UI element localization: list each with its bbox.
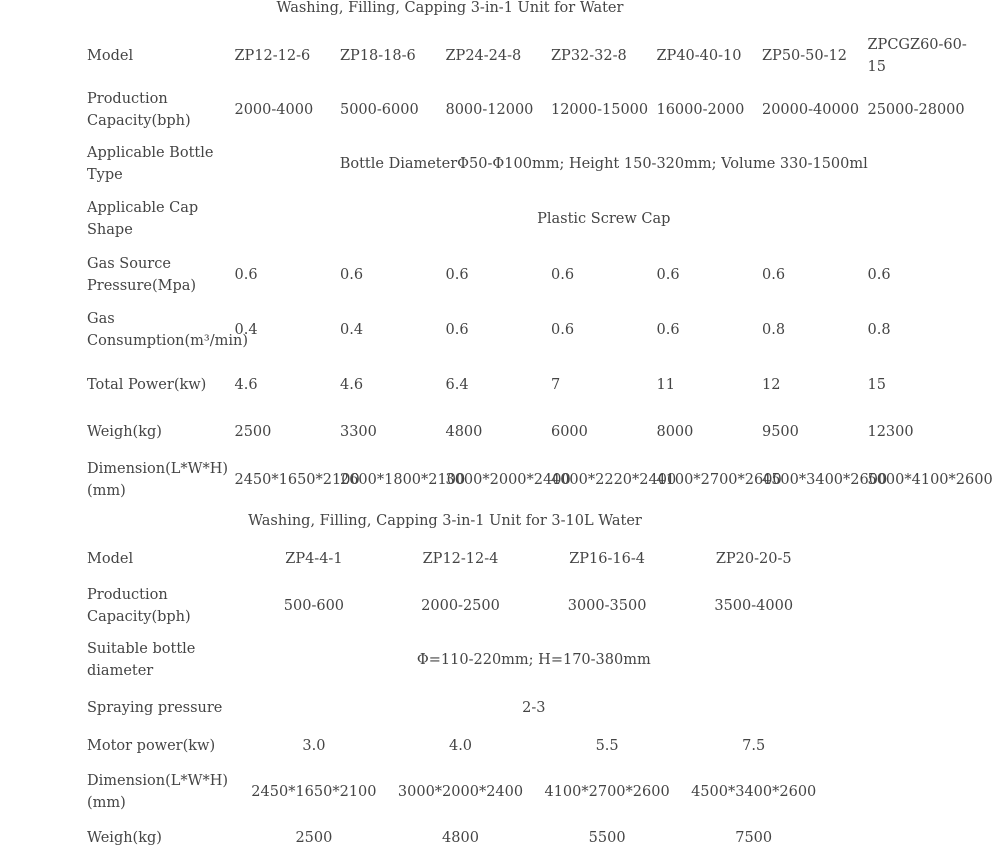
capacity-cell: 25000-28000 bbox=[867, 102, 965, 118]
total-power-cell: 6.4 bbox=[445, 377, 469, 393]
row-label-capacity: Production Capacity(bph) bbox=[87, 91, 191, 129]
weight-cell: 2500 bbox=[295, 830, 333, 846]
model-cell: ZPCGZ60-60-15 bbox=[867, 37, 967, 75]
weight-cell: 4800 bbox=[445, 424, 483, 440]
dimension-cell: 4500*3400*2600 bbox=[761, 472, 888, 488]
gas-pressure-cell: 0.6 bbox=[234, 267, 258, 283]
dimension-cell: 2450*1650*2100 bbox=[251, 784, 377, 800]
capacity-cell: 500-600 bbox=[283, 598, 345, 614]
row-label-weight: Weigh(kg) bbox=[87, 424, 162, 440]
model-cell: ZP32-32-8 bbox=[550, 48, 627, 64]
bottle-diameter-value: Φ=110-220mm; H=170-380mm bbox=[416, 652, 651, 668]
capacity-cell: 20000-40000 bbox=[761, 102, 860, 118]
capacity-cell: 16000-2000 bbox=[656, 102, 745, 118]
row-label-gas-consumption: Gas Consumption(m³/min) bbox=[87, 311, 248, 349]
table1-caption: Washing, Filling, Capping 3-in-1 Unit for Water bbox=[276, 0, 624, 16]
weight-cell: 4800 bbox=[442, 830, 479, 846]
table-row-bottle-type bbox=[87, 138, 973, 190]
total-power-cell: 4.6 bbox=[339, 377, 364, 393]
table-row-weight bbox=[87, 412, 973, 452]
dimension-cell: 5000*4100*2600 bbox=[867, 472, 993, 488]
dimension-cell: 4000*2220*2400 bbox=[550, 472, 677, 488]
table-row-model bbox=[87, 537, 827, 581]
motor-power-cell: 5.5 bbox=[595, 738, 619, 754]
gas-consumption-cell: 0.8 bbox=[867, 322, 891, 338]
row-label-weight: Weigh(kg) bbox=[87, 830, 162, 846]
motor-power-cell: 4.0 bbox=[448, 738, 473, 754]
gas-consumption-cell: 0.6 bbox=[550, 322, 575, 338]
model-cell: ZP12-12-4 bbox=[422, 551, 499, 567]
total-power-cell: 4.6 bbox=[234, 377, 258, 393]
dimension-cell: 4500*3400*2600 bbox=[691, 784, 817, 800]
dimension-cell: 4100*2700*2600 bbox=[544, 784, 670, 800]
table-row-weight bbox=[87, 819, 827, 857]
capacity-cell: 2000-4000 bbox=[234, 102, 314, 118]
table-row-gas-pressure bbox=[87, 248, 973, 302]
spray-pressure-value: 2-3 bbox=[522, 700, 546, 716]
table-row-motor-power bbox=[87, 727, 827, 765]
model-cell: ZP4-4-1 bbox=[285, 551, 343, 567]
model-cell: ZP16-16-4 bbox=[569, 551, 645, 567]
table-row-dimension bbox=[87, 452, 973, 508]
row-label-dimension: Dimension(L*W*H)(mm) bbox=[87, 773, 229, 811]
total-power-cell: 15 bbox=[867, 377, 886, 393]
row-label-capacity: Production Capacity(bph) bbox=[87, 587, 191, 625]
table-row-capacity bbox=[87, 581, 827, 631]
table-row-dimension bbox=[87, 765, 827, 819]
large-water-unit-spec-table bbox=[87, 537, 827, 857]
row-label-bottle-diameter: Suitable bottle diameter bbox=[87, 641, 196, 679]
model-cell: ZP40-40-10 bbox=[656, 48, 742, 64]
row-label-dimension: Dimension(L*W*H)(mm) bbox=[87, 461, 229, 499]
gas-consumption-cell: 0.4 bbox=[234, 322, 258, 338]
table-row-gas-consumption bbox=[87, 302, 973, 358]
gas-pressure-cell: 0.6 bbox=[339, 267, 364, 283]
capacity-cell: 12000-15000 bbox=[550, 102, 649, 118]
dimension-cell: 2450*1650*2100 bbox=[234, 472, 360, 488]
total-power-cell: 12 bbox=[761, 377, 781, 393]
dimension-cell: 2600*1800*2100 bbox=[339, 472, 466, 488]
weight-cell: 6000 bbox=[550, 424, 588, 440]
table2-caption: Washing, Filling, Capping 3-in-1 Unit for 3-10L Water bbox=[248, 513, 642, 529]
row-label-gas-pressure: Gas Source Pressure(Mpa) bbox=[87, 256, 197, 294]
weight-cell: 3300 bbox=[339, 424, 377, 440]
gas-consumption-cell: 0.6 bbox=[656, 322, 680, 338]
capacity-cell: 3000-3500 bbox=[567, 598, 647, 614]
table-row-capacity bbox=[87, 82, 973, 138]
gas-pressure-cell: 0.6 bbox=[867, 267, 891, 283]
row-label-cap-shape: Applicable Cap Shape bbox=[87, 200, 199, 238]
model-cell: ZP12-12-6 bbox=[234, 48, 311, 64]
capacity-cell: 8000-12000 bbox=[445, 102, 534, 118]
dimension-cell: 3000*2000*2400 bbox=[397, 784, 524, 800]
weight-cell: 9500 bbox=[761, 424, 799, 440]
dimension-cell: 4100*2700*2600 bbox=[656, 472, 782, 488]
dimension-cell: 3000*2000*2400 bbox=[445, 472, 571, 488]
model-cell: ZP18-18-6 bbox=[339, 48, 416, 64]
capacity-cell: 2000-2500 bbox=[421, 598, 500, 614]
gas-consumption-cell: 0.8 bbox=[761, 322, 786, 338]
gas-pressure-cell: 0.6 bbox=[550, 267, 575, 283]
row-label-spray-pressure: Spraying pressure bbox=[87, 700, 223, 716]
gas-consumption-cell: 0.4 bbox=[339, 322, 364, 338]
cap-shape-value: Plastic Screw Cap bbox=[537, 211, 671, 227]
weight-cell: 12300 bbox=[867, 424, 914, 440]
row-label-bottle-type: Applicable Bottle Type bbox=[87, 145, 214, 183]
weight-cell: 8000 bbox=[656, 424, 694, 440]
table-row-cap-shape bbox=[87, 190, 973, 248]
gas-consumption-cell: 0.6 bbox=[445, 322, 469, 338]
gas-pressure-cell: 0.6 bbox=[656, 267, 680, 283]
bottle-type-value: Bottle DiameterΦ50-Φ100mm; Height 150-320mm; Volume 330-1500ml bbox=[339, 156, 868, 172]
weight-cell: 5500 bbox=[588, 830, 626, 846]
model-cell: ZP20-20-5 bbox=[715, 551, 792, 567]
weight-cell: 2500 bbox=[234, 424, 272, 440]
weight-cell: 7500 bbox=[735, 830, 773, 846]
motor-power-cell: 7.5 bbox=[742, 738, 766, 754]
table-row-bottle-diameter bbox=[87, 631, 827, 689]
gas-pressure-cell: 0.6 bbox=[445, 267, 469, 283]
total-power-cell: 11 bbox=[656, 377, 675, 393]
table-row-model bbox=[87, 30, 973, 82]
gas-pressure-cell: 0.6 bbox=[761, 267, 786, 283]
motor-power-cell: 3.0 bbox=[302, 738, 326, 754]
model-cell: ZP24-24-8 bbox=[445, 48, 522, 64]
total-power-cell: 7 bbox=[550, 377, 561, 393]
row-label-model: Model bbox=[87, 551, 134, 567]
row-label-model: Model bbox=[87, 48, 134, 64]
table-row-spray-pressure bbox=[87, 689, 827, 727]
row-label-total-power: Total Power(kw) bbox=[87, 377, 207, 393]
capacity-cell: 3500-4000 bbox=[714, 598, 794, 614]
model-cell: ZP50-50-12 bbox=[761, 48, 847, 64]
water-unit-spec-table bbox=[87, 30, 993, 508]
capacity-cell: 5000-6000 bbox=[339, 102, 419, 118]
table-row-total-power bbox=[87, 358, 973, 412]
row-label-motor-power: Motor power(kw) bbox=[87, 738, 216, 754]
